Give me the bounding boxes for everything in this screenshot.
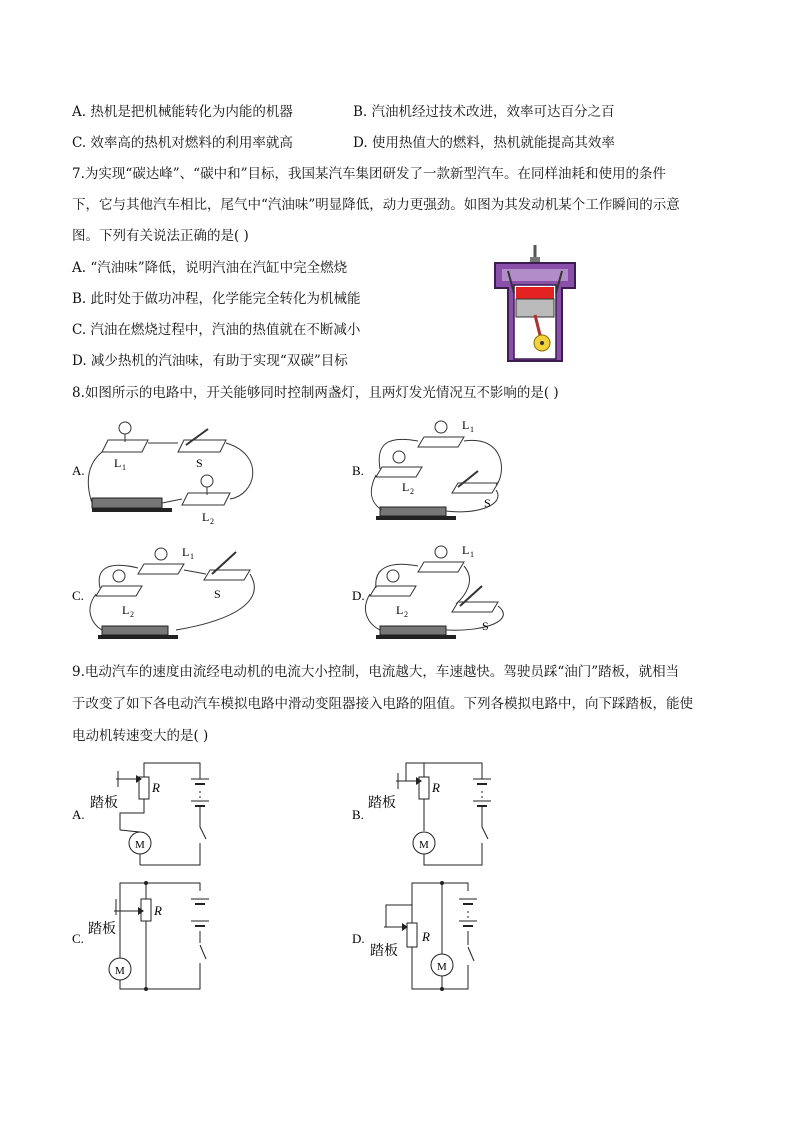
q6-option-b: B. 汽油机经过技术改进，效率可达百分之百 — [353, 104, 615, 120]
lamp-l1-icon — [435, 421, 447, 433]
q8-circuit-a — [66, 415, 266, 530]
q8-stem: 8.如图所示的电路中，开关能够同时控制两盏灯，且两灯发光情况互不影响的是( ) — [72, 385, 559, 401]
svg-text:S: S — [484, 496, 491, 510]
svg-text:L: L — [462, 418, 470, 432]
svg-text:踏板: 踏板 — [88, 921, 116, 937]
svg-text:踏板: 踏板 — [90, 795, 118, 811]
svg-text:L: L — [396, 603, 404, 617]
svg-text:2: 2 — [210, 517, 214, 526]
q9-stem-line2: 于改变了如下各电动汽车模拟电路中滑动变阻器接入电路的阻值。下列各模拟电路中，向下踩踏板，能使 — [72, 696, 693, 712]
q9-stem-line3: 电动机转速变大的是( ) — [72, 728, 209, 744]
q9-circuit-d — [346, 875, 506, 995]
svg-text:R: R — [152, 780, 160, 795]
svg-text:1: 1 — [470, 550, 474, 559]
svg-text:S: S — [482, 619, 489, 633]
svg-text:M: M — [135, 839, 145, 851]
q7-option-b: B. 此时处于做功冲程，化学能完全转化为机械能 — [72, 291, 361, 307]
q9-circuit-b — [346, 755, 506, 870]
svg-text:L: L — [462, 543, 470, 557]
lamp-l1-icon — [155, 548, 167, 560]
svg-text:L: L — [202, 510, 210, 524]
q8-d-label: D. — [352, 588, 365, 603]
svg-text:L: L — [182, 545, 190, 559]
q8-a-label: A. — [72, 463, 85, 478]
svg-text:B.: B. — [352, 807, 364, 822]
svg-text:L: L — [114, 456, 122, 470]
q7-stem-line2: 下，它与其他汽车相比，尾气中“汽油味”明显降低，动力更强劲。如图为其发动机某个工作瞬间的示意 — [72, 197, 680, 213]
svg-text:S: S — [196, 456, 203, 470]
svg-text:M: M — [437, 961, 447, 973]
svg-text:R: R — [432, 780, 440, 795]
q8-circuit-b — [346, 415, 536, 525]
switch-s-icon — [452, 602, 498, 612]
battery-icon — [92, 498, 162, 508]
switch-s-icon — [204, 570, 250, 580]
battery-icon — [380, 507, 446, 516]
q8-c-label: C. — [72, 588, 84, 603]
lamp-l2-icon — [387, 570, 399, 582]
svg-text:A.: A. — [72, 807, 85, 822]
svg-text:M: M — [419, 839, 429, 851]
svg-text:L: L — [122, 603, 130, 617]
lamp-l1-icon — [435, 546, 447, 558]
engine-cylinder-figure — [490, 243, 580, 368]
lamp-l2-icon — [113, 570, 125, 582]
svg-text:R: R — [422, 929, 430, 944]
svg-text:踏板: 踏板 — [370, 943, 398, 959]
q6-option-a: A. 热机是把机械能转化为内能的机器 — [72, 104, 293, 120]
svg-text:M: M — [115, 965, 125, 977]
q8-b-label: B. — [352, 463, 364, 478]
q9-circuit-a — [66, 755, 226, 870]
svg-text:R: R — [154, 903, 162, 918]
q7-stem-line3: 图。下列有关说法正确的是( ) — [72, 228, 249, 244]
svg-text:2: 2 — [404, 610, 408, 619]
lamp-l2-icon — [201, 475, 213, 487]
q7-option-a: A. “汽油味”降低，说明汽油在汽缸中完全燃烧 — [72, 260, 348, 276]
battery-icon — [380, 626, 446, 635]
svg-text:1: 1 — [470, 425, 474, 434]
switch-s-icon — [178, 440, 226, 452]
q8-circuit-c — [66, 540, 266, 650]
svg-text:L: L — [402, 480, 410, 494]
lamp-l2-icon — [393, 451, 405, 463]
switch-s-icon — [452, 483, 498, 493]
q6-option-d: D. 使用热值大的燃料，热机就能提高其效率 — [353, 135, 615, 151]
svg-text:1: 1 — [190, 552, 194, 561]
q6-option-c: C. 效率高的热机对燃料的利用率就高 — [72, 135, 293, 151]
lamp-l1-icon — [119, 422, 131, 434]
resistor-icon — [139, 777, 149, 799]
svg-text:1: 1 — [122, 463, 126, 472]
battery-icon — [102, 626, 168, 635]
q9-circuit-c — [66, 875, 226, 995]
svg-text:C.: C. — [72, 931, 84, 946]
svg-text:D.: D. — [352, 931, 365, 946]
q7-stem-line1: 7.为实现“碳达峰”、“碳中和”目标，我国某汽车集团研发了一款新型汽车。在同样油耗和使用的条件 — [72, 166, 666, 182]
q9-stem-line1: 9.电动汽车的速度由流经电动机的电流大小控制，电流越大，车速越快。驾驶员踩“油门”踏板，就相当 — [72, 664, 680, 680]
svg-text:2: 2 — [410, 487, 414, 496]
svg-text:S: S — [214, 587, 221, 601]
q7-option-d: D. 减少热机的汽油味，有助于实现“双碳”目标 — [72, 353, 348, 369]
q7-option-c: C. 汽油在燃烧过程中，汽油的热值就在不断减小 — [72, 322, 361, 338]
svg-text:2: 2 — [130, 610, 134, 619]
resistor-icon — [407, 923, 417, 947]
q8-circuit-d — [346, 540, 536, 650]
svg-text:踏板: 踏板 — [368, 795, 396, 811]
